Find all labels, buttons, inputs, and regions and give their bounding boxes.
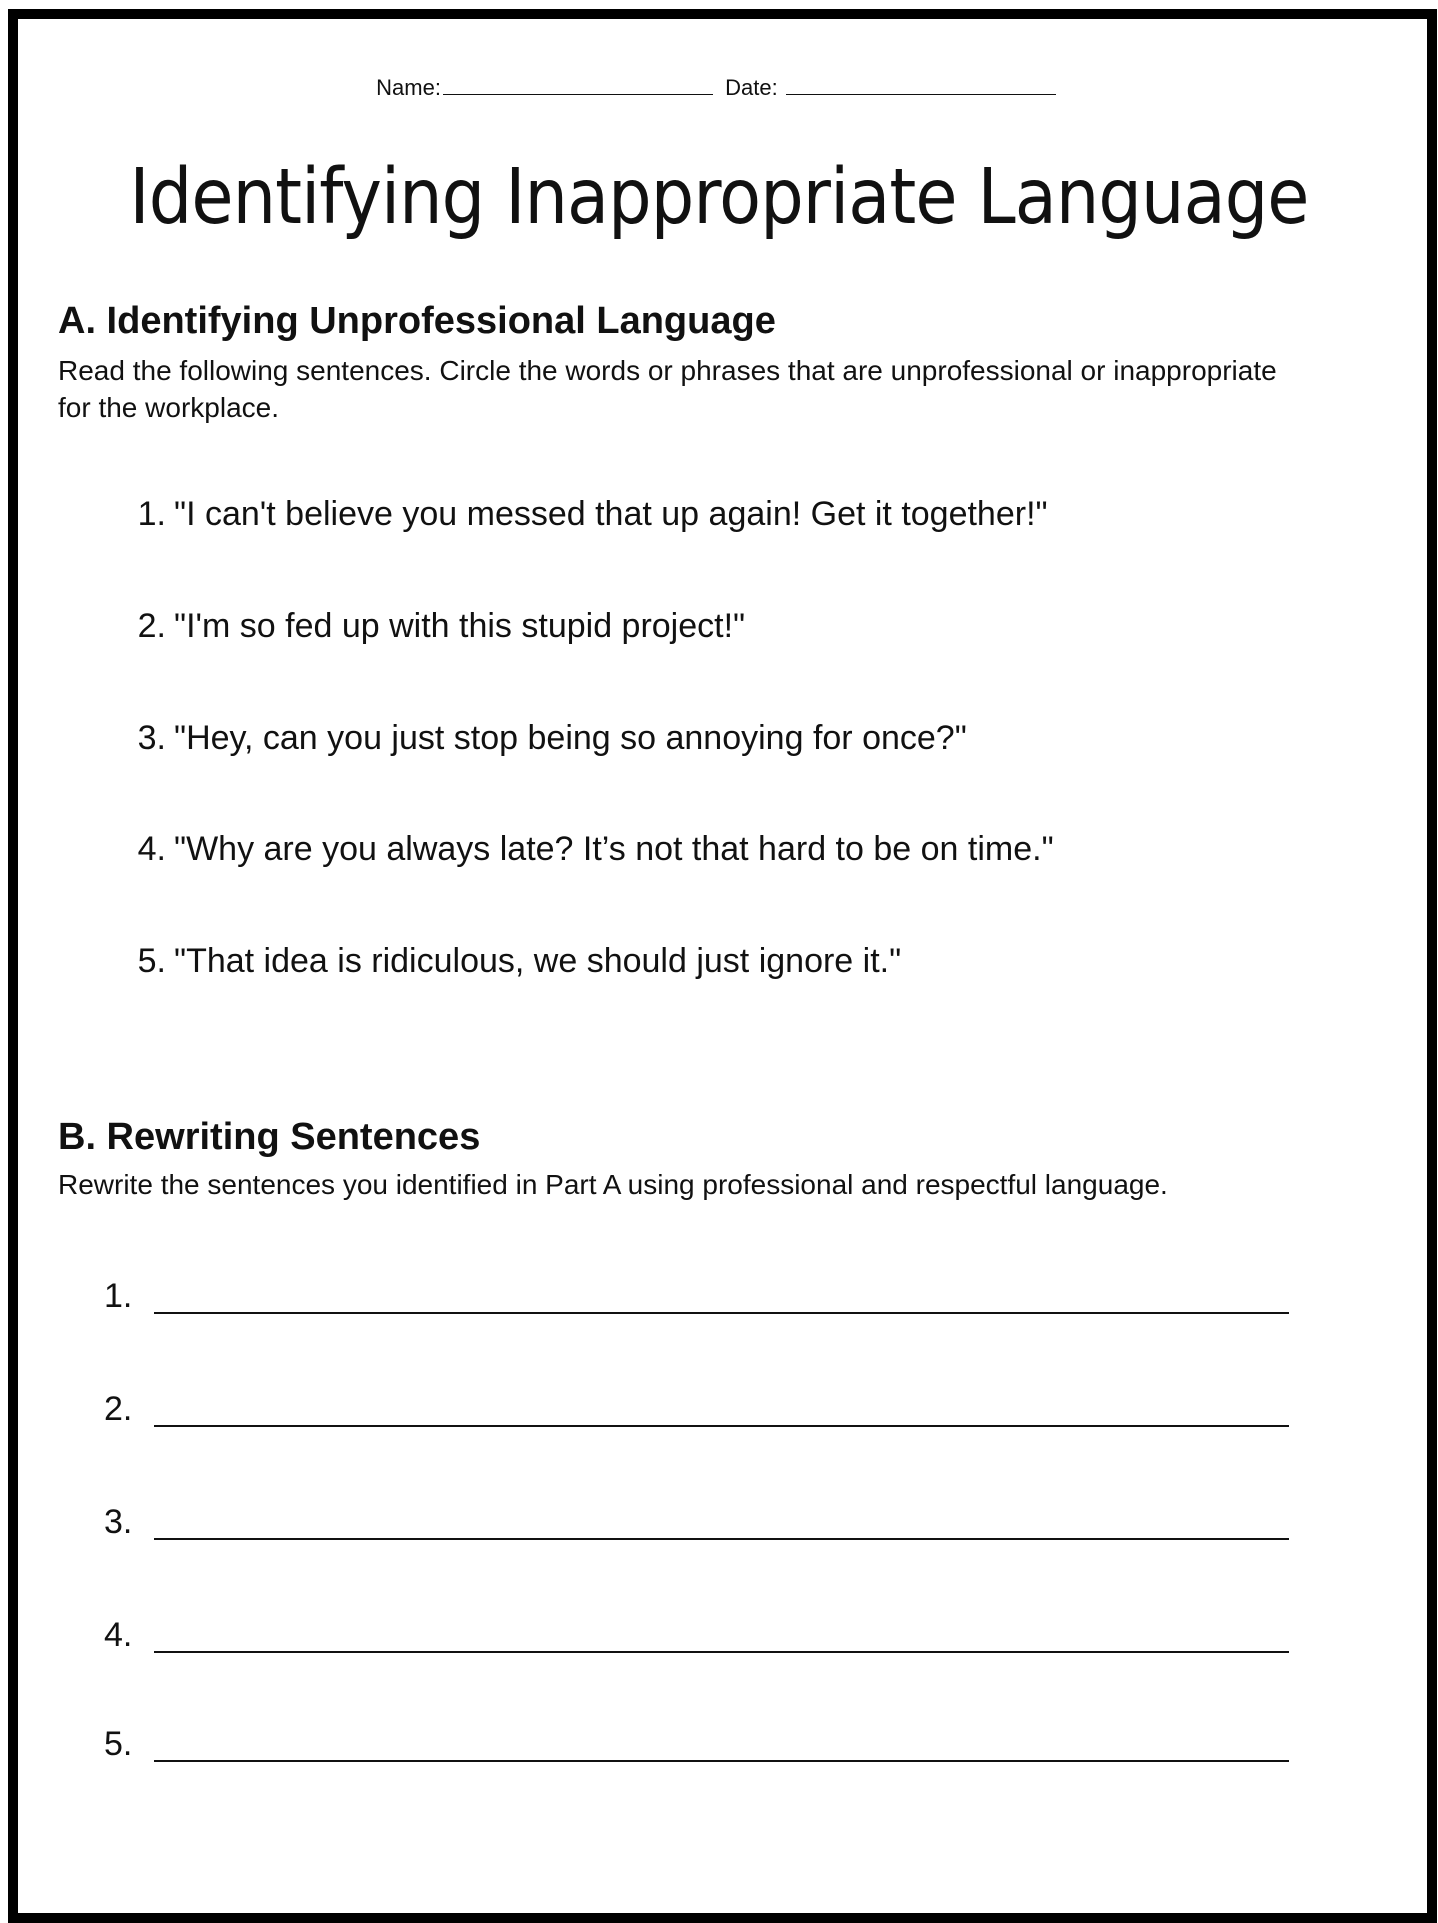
name-date-line xyxy=(0,74,1438,102)
rewrite-item xyxy=(104,1502,1289,1544)
rewrite-item xyxy=(104,1615,1289,1657)
date-label: Date: xyxy=(725,75,778,100)
question-text: "That idea is ridiculous, we should just ignore it." xyxy=(174,942,902,980)
rewrite-item xyxy=(104,1276,1289,1318)
question-number: 3. xyxy=(137,719,166,757)
question-text: "Hey, can you just stop being so annoying for once?" xyxy=(174,719,967,757)
rewrite-answer-line[interactable] xyxy=(154,1538,1289,1540)
question-number: 1. xyxy=(137,495,166,533)
question-item xyxy=(116,494,1048,534)
rewrite-answer-line[interactable] xyxy=(154,1312,1289,1314)
question-number: 2. xyxy=(137,607,166,645)
name-label: Name: xyxy=(376,75,441,100)
question-text: "Why are you always late? It’s not that hard to be on time." xyxy=(174,830,1054,868)
rewrite-answer-line[interactable] xyxy=(154,1651,1289,1653)
worksheet-title: Identifying Inappropriate Language xyxy=(129,153,1309,242)
rewrite-answer-line[interactable] xyxy=(154,1760,1289,1762)
question-text: "I'm so fed up with this stupid project!" xyxy=(174,607,746,645)
rewrite-item xyxy=(104,1389,1289,1431)
question-text: "I can't believe you messed that up again! Get it together!" xyxy=(174,495,1048,533)
date-field[interactable] xyxy=(786,74,1056,95)
rewrite-number: 5. xyxy=(104,1725,133,1763)
question-number: 4. xyxy=(137,830,166,868)
name-field[interactable] xyxy=(443,74,713,95)
section-b-heading: B. Rewriting Sentences xyxy=(58,1116,481,1158)
question-item xyxy=(116,606,745,646)
section-a-instructions: Read the following sentences. Circle the words or phrases that are unprofessional or inappropriate for the workplace. xyxy=(58,355,1277,423)
question-item xyxy=(116,829,1054,869)
question-item xyxy=(116,718,967,758)
rewrite-item xyxy=(104,1724,1289,1766)
rewrite-number: 4. xyxy=(104,1616,133,1654)
question-item xyxy=(116,941,901,981)
rewrite-answer-line[interactable] xyxy=(154,1425,1289,1427)
rewrite-number: 3. xyxy=(104,1503,133,1541)
rewrite-number: 2. xyxy=(104,1390,133,1428)
rewrite-number: 1. xyxy=(104,1277,133,1315)
section-a-heading: A. Identifying Unprofessional Language xyxy=(58,300,776,342)
question-number: 5. xyxy=(137,942,166,980)
section-b-instructions: Rewrite the sentences you identified in Part A using professional and respectful language. xyxy=(58,1169,1168,1200)
